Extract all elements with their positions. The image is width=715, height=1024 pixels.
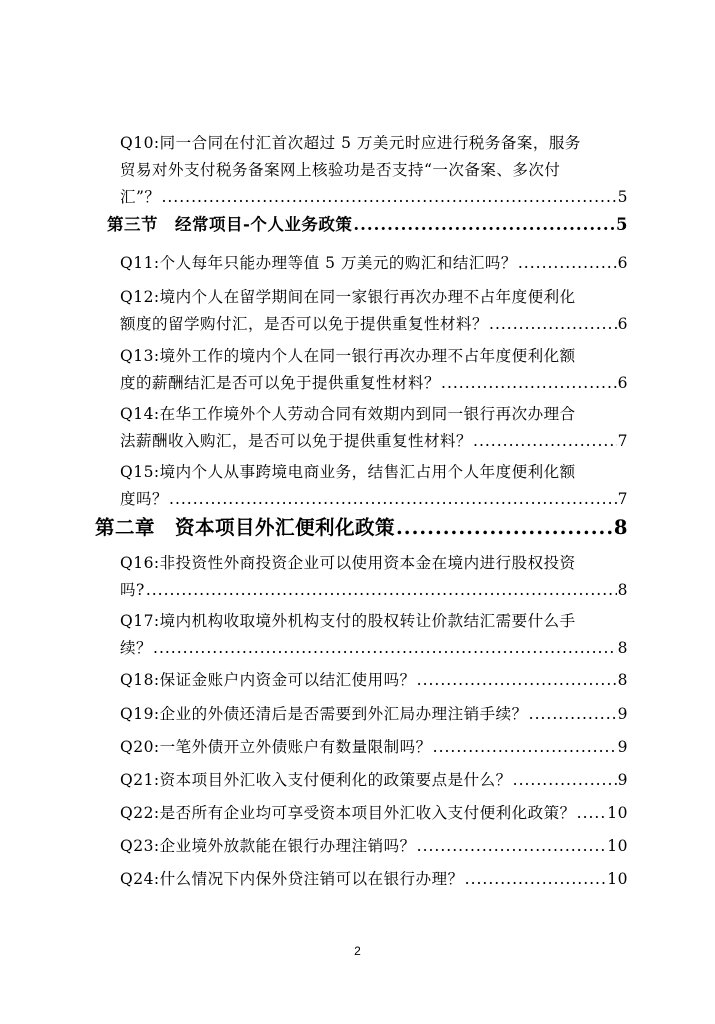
- toc-page-number: 10: [607, 837, 628, 855]
- leader-dots: [489, 311, 617, 338]
- toc-page-number: 6: [617, 315, 628, 333]
- toc-entry-line: Q12:境内个人在留学期间在同一家银行再次办理不占年度便利化: [120, 288, 576, 306]
- toc-page-number: 8: [617, 671, 628, 689]
- toc-page-number: 8: [613, 516, 628, 539]
- toc-entry-last-line: Q23:企业境外放款能在银行办理注销吗？: [120, 837, 416, 855]
- toc-page-number: 10: [607, 870, 628, 888]
- page-number: 2: [354, 944, 361, 958]
- toc-page-number: 7: [617, 432, 628, 450]
- toc-entry-last-line: 汇”？: [120, 188, 161, 206]
- toc-section-3[interactable]: [107, 211, 628, 238]
- toc-entry-last-line: 续？: [120, 639, 153, 657]
- toc-page-number: 9: [617, 738, 628, 756]
- leader-dots: [146, 577, 617, 604]
- toc-entry-q23[interactable]: [120, 833, 628, 860]
- toc-entry-line: Q10:同一合同在付汇首次超过 5 万美元时应进行税务备案，服务: [120, 134, 581, 152]
- toc-entry-last-line: 度的薪酬结汇是否可以免于提供重复性材料？: [120, 374, 441, 392]
- toc-chapter-2[interactable]: [95, 513, 628, 543]
- leader-dots: [529, 701, 617, 728]
- toc-page-number: 5: [616, 215, 628, 234]
- leader-dots: [161, 184, 616, 211]
- leader-dots: [465, 866, 607, 893]
- toc-entry-q20[interactable]: [120, 734, 628, 761]
- leader-dots: [417, 667, 617, 694]
- toc-entry-line: 贸易对外支付税务备案网上核验功是否支持“一次备案、多次付: [120, 161, 561, 179]
- toc-entry-line: Q17:境内机构收取境外机构支付的股权转让价款结汇需要什么手: [120, 612, 576, 630]
- toc-entry-last-line: Q22:是否所有企业均可享受资本项目外汇收入支付便利化政策？: [120, 804, 576, 822]
- toc-entry-line: Q14:在华工作境外个人劳动合同有效期内到同一银行再次办理合: [120, 405, 576, 423]
- toc-entry-q21[interactable]: [120, 767, 628, 794]
- toc-page-number: 7: [617, 490, 628, 508]
- toc-page-number: 9: [617, 771, 628, 789]
- leader-dots: [433, 734, 617, 761]
- toc-entry-line: Q15:境内个人从事跨境电商业务，结售汇占用个人年度便利化额: [120, 463, 576, 481]
- toc-entry-q17[interactable]: [120, 608, 628, 662]
- toc-entry-last-line: Q20:一笔外债开立外债账户有数量限制吗？: [120, 738, 432, 756]
- toc-chapter-title: 第二章 资本项目外汇便利化政策: [95, 516, 396, 539]
- leader-dots: [441, 370, 617, 397]
- toc-entry-q10[interactable]: [120, 130, 628, 211]
- toc-entry-line: Q16:非投资性外商投资企业可以使用资本金在境内进行股权投资: [120, 554, 576, 572]
- toc-entry-line: Q13:境外工作的境内个人在同一银行再次办理不占年度便利化额: [120, 347, 576, 365]
- leader-dots: [396, 513, 613, 543]
- toc-entry-q19[interactable]: [120, 701, 628, 728]
- toc-entry-last-line: Q18:保证金账户内资金可以结汇使用吗？: [120, 671, 416, 689]
- toc-entry-last-line: 度吗？: [120, 490, 169, 508]
- toc-entry-q11[interactable]: [120, 250, 628, 277]
- toc-entry-last-line: 额度的留学购付汇，是否可以免于提供重复性材料？: [120, 315, 489, 333]
- leader-dots: [417, 833, 607, 860]
- toc-page-number: 8: [617, 639, 628, 657]
- toc-section-title: 第三节 经常项目-个人业务政策: [107, 215, 353, 234]
- leader-dots: [169, 486, 617, 513]
- toc-page-number: 9: [617, 705, 628, 723]
- toc-entry-last-line: Q19:企业的外债还清后是否需要到外汇局办理注销手续？: [120, 705, 528, 723]
- toc-entry-q15[interactable]: [120, 459, 628, 513]
- toc-entry-q16[interactable]: [120, 550, 628, 604]
- toc-page-number: 6: [617, 254, 628, 272]
- leader-dots: [513, 767, 617, 794]
- leader-dots: [518, 250, 617, 277]
- toc-page-number: 5: [617, 188, 628, 206]
- toc-entry-q18[interactable]: [120, 667, 628, 694]
- toc-entry-q22[interactable]: [120, 800, 628, 827]
- toc-entry-last-line: 吗?: [120, 581, 145, 599]
- toc-page-number: 8: [617, 581, 628, 599]
- toc-entry-last-line: Q24:什么情况下内保外贷注销可以在银行办理？: [120, 870, 464, 888]
- toc-entry-last-line: Q11:个人每年只能办理等值 5 万美元的购汇和结汇吗？: [120, 254, 517, 272]
- toc-entry-q24[interactable]: [120, 866, 628, 893]
- leader-dots: [153, 635, 617, 662]
- leader-dots: [473, 428, 617, 455]
- toc-page-number: 6: [617, 374, 628, 392]
- leader-dots: [577, 800, 607, 827]
- toc-entry-q12[interactable]: [120, 284, 628, 338]
- leader-dots: [353, 211, 615, 238]
- toc-entry-last-line: 法薪酬收入购汇，是否可以免于提供重复性材料？: [120, 432, 473, 450]
- toc-entry-q14[interactable]: [120, 401, 628, 455]
- toc-entry-q13[interactable]: [120, 343, 628, 397]
- toc-entry-last-line: Q21:资本项目外汇收入支付便利化的政策要点是什么？: [120, 771, 512, 789]
- toc-page-number: 10: [607, 804, 628, 822]
